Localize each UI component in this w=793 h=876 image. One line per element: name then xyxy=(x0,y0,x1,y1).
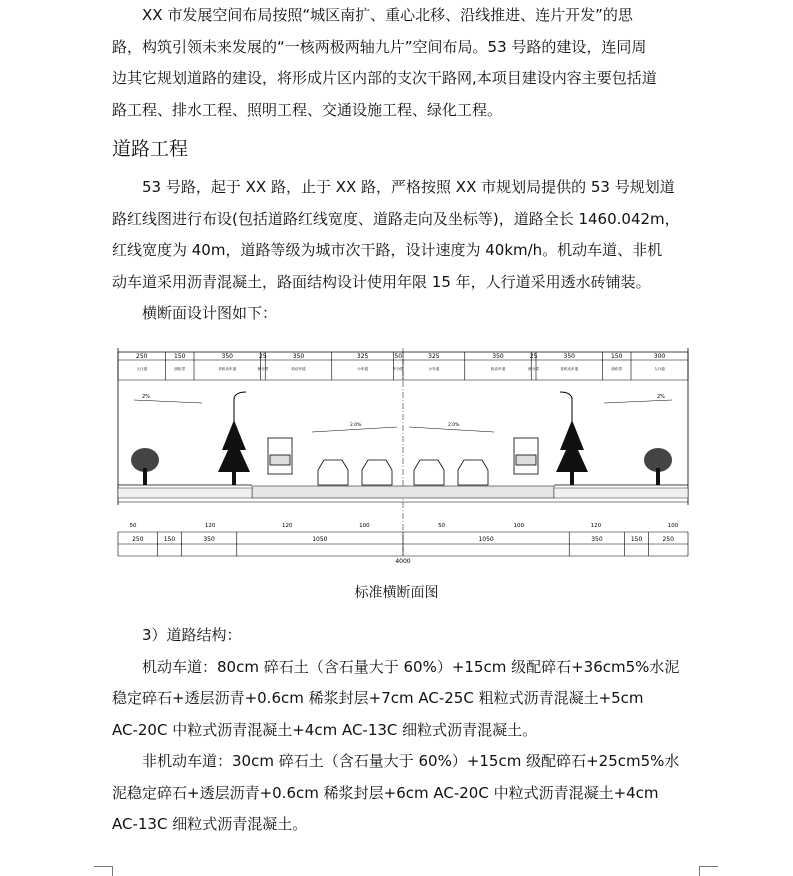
cross-section-drawing xyxy=(112,340,694,570)
lane-label: 小车道 xyxy=(357,367,369,371)
dimension-label: 250 xyxy=(662,536,674,543)
dimension-label: 25 xyxy=(529,353,538,360)
lane-label: 绿化带 xyxy=(174,367,186,371)
text-line: 边其它规划道路的建设，将形成片区内部的支次干路网,本项目建设内容主要包括道 xyxy=(112,69,657,87)
figure-intro: 横断面设计图如下： xyxy=(142,304,278,322)
structure-paragraph xyxy=(112,620,692,841)
offset-label: 50 xyxy=(438,523,446,529)
dimension-label: 350 xyxy=(221,353,233,360)
total-width-label: 4000 xyxy=(395,558,411,565)
dimension-label: 300 xyxy=(653,353,666,360)
lane-label: 绿化带 xyxy=(611,367,623,371)
text-line: 机动车道：80cm 碎石土（含石量大于 60%）+15cm 级配碎石+36cm5%水泥 xyxy=(142,657,680,676)
intro-paragraph xyxy=(112,0,692,126)
dimension-label: 150 xyxy=(611,353,623,360)
dimension-label: 350 xyxy=(492,353,504,360)
dimension-label: 1050 xyxy=(312,536,328,543)
lane-label: 中分带 xyxy=(392,367,404,371)
text-line: 泥稳定碎石+透层沥青+0.6cm 稀浆封层+6cm AC-20C 中粒式沥青混凝土+4cm xyxy=(112,783,659,802)
section-heading: 道路工程 xyxy=(112,138,189,160)
dimension-label: 25 xyxy=(259,353,267,360)
lane-label: 侧分带 xyxy=(528,367,540,371)
dimension-label: 350 xyxy=(591,536,603,543)
dimension-label: 50 xyxy=(394,353,403,360)
text-line: 非机动车道：30cm 碎石土（含石量大于 60%）+15cm 级配碎石+25cm5%水 xyxy=(142,752,680,770)
lane-label: 非机动车道 xyxy=(218,367,237,371)
offset-label: 100 xyxy=(359,523,370,529)
slope-right-label: 2% xyxy=(657,394,665,400)
road-paragraph xyxy=(112,172,692,330)
slope-center-left-label: 2.0% xyxy=(350,423,362,428)
lane-label: 侧分带 xyxy=(257,367,269,371)
offset-label: 100 xyxy=(513,523,524,529)
structure-title: 3）道路结构： xyxy=(142,626,242,644)
dimension-label: 325 xyxy=(428,353,440,360)
dimension-label: 150 xyxy=(163,536,176,543)
offset-label: 50 xyxy=(129,523,137,529)
dimension-label: 325 xyxy=(356,353,369,360)
text-line: 动车道采用沥青混凝土，路面结构设计使用年限 15 年，人行道采用透水砖铺装。 xyxy=(112,272,651,291)
lane-label: 机动车道 xyxy=(291,367,306,371)
text-line: XX 市发展空间布局按照“城区南扩、重心北移、沿线推进、连片开发”的思 xyxy=(142,6,633,24)
text-line: 红线宽度为 40m，道路等级为城市次干路，设计速度为 40km/h。机动车道、非机 xyxy=(112,241,663,259)
lane-label: 人行道 xyxy=(136,367,148,371)
dimension-label: 350 xyxy=(292,353,305,360)
lane-label: 非机动车道 xyxy=(560,367,579,371)
lane-label: 人行道 xyxy=(654,367,665,371)
offset-label: 120 xyxy=(282,523,293,529)
dimension-label: 1050 xyxy=(478,536,494,543)
figure-caption: 标准横断面图 xyxy=(354,585,439,601)
slope-center-right-label: 2.0% xyxy=(448,423,460,428)
dimension-label: 250 xyxy=(132,536,144,543)
offset-label: 120 xyxy=(204,523,216,529)
dimension-label: 250 xyxy=(136,353,148,360)
text-line: AC-20C 中粒式沥青混凝土+4cm AC-13C 细粒式沥青混凝土。 xyxy=(112,720,538,739)
dimension-label: 150 xyxy=(630,536,643,543)
dimension-label: 350 xyxy=(563,353,575,360)
dimension-label: 150 xyxy=(174,353,186,360)
text-line: 路，构筑引领未来发展的“一核两极两轴九片”空间布局。53 号路的建设，连同周 xyxy=(112,37,647,56)
lane-label: 机动车道 xyxy=(490,367,506,371)
offset-label: 100 xyxy=(667,523,679,529)
text-line: 稳定碎石+透层沥青+0.6cm 稀浆封层+7cm AC-25C 粗粒式沥青混凝土+5cm xyxy=(112,689,644,707)
offset-label: 120 xyxy=(590,523,602,529)
text-line: 路工程、排水工程、照明工程、交通设施工程、绿化工程。 xyxy=(112,100,503,119)
lane-label: 小车道 xyxy=(428,367,440,371)
text-line: 53 号路，起于 XX 路，止于 XX 路，严格按照 XX 市规划局提供的 53 号规划道 xyxy=(142,178,675,196)
slope-left-label: 2% xyxy=(142,394,150,400)
dimension-label: 350 xyxy=(203,536,215,543)
text-line: 路红线图进行布设(包括道路红线宽度、道路走向及坐标等)，道路全长 1460.042m， xyxy=(112,209,680,228)
text-line: AC-13C 细粒式沥青混凝土。 xyxy=(112,815,308,833)
